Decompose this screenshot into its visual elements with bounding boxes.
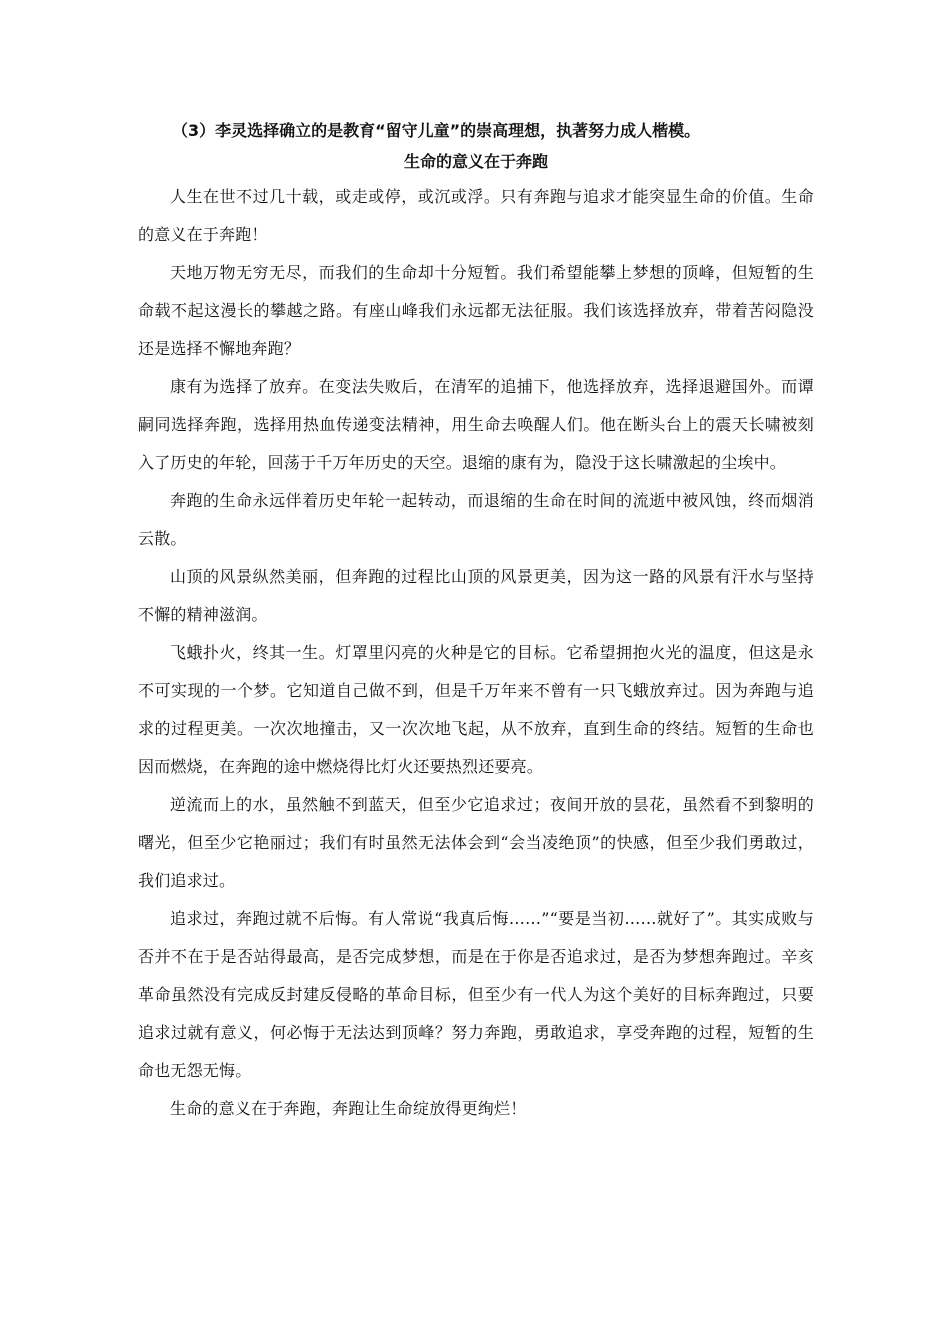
paragraph: 生命的意义在于奔跑，奔跑让生命绽放得更绚烂！ [170,1099,527,1118]
paragraph: 山顶的风景纵然美丽，但奔跑的过程比山顶的风景更美，因为这一路的风景有汗水与坚持不懈的精神滋润。 [138,567,814,624]
paragraph: 追求过，奔跑过就不后悔。有人常说“我真后悔……”“要是当初……就好了”。其实成败与否并不在于是否站得最高，是否完成梦想，而是在于你是否追求过，是否为梦想奔跑过。辛亥革命虽然没有完成反封建反侵略的革命目标，但至少有一代人为这个美好的目标奔跑过，只要追求过就有意义，何必悔于无法达到顶峰？努力奔跑，勇敢追求，享受奔跑的过程，短暂的生命也无怨无悔。 [138,909,814,1080]
paragraph: 飞蛾扑火，终其一生。灯罩里闪亮的火种是它的目标。它希望拥抱火光的温度，但这是永不可实现的一个梦。它知道自己做不到，但是千万年来不曾有一只飞蛾放弃过。因为奔跑与追求的过程更美。一次次地撞击，又一次次地飞起，从不放弃，直到生命的终结。短暂的生命也因而燃烧，在奔跑的途中燃烧得比灯火还要热烈还要亮。 [138,643,814,776]
section-heading: （3）李灵选择确立的是教育“留守儿童”的崇高理想，执著努力成人楷模。 [172,121,701,140]
essay-title: 生命的意义在于奔跑 [403,152,548,171]
paragraph: 逆流而上的水，虽然触不到蓝天，但至少它追求过；夜间开放的昙花，虽然看不到黎明的曙光，但至少它艳丽过；我们有时虽然无法体会到“会当凌绝顶”的快感，但至少我们勇敢过，我们追求过。 [138,795,814,890]
paragraph: 天地万物无穷无尽，而我们的生命却十分短暂。我们希望能攀上梦想的顶峰，但短暂的生命载不起这漫长的攀越之路。有座山峰我们永远都无法征服。我们该选择放弃，带着苦闷隐没还是选择不懈地奔跑？ [138,263,814,358]
document-page [138,118,814,1128]
paragraph: 康有为选择了放弃。在变法失败后，在清军的追捕下，他选择放弃，选择退避国外。而谭嗣同选择奔跑，选择用热血传递变法精神，用生命去唤醒人们。他在断头台上的震天长啸被刻入了历史的年轮，回荡于千万年历史的天空。退缩的康有为，隐没于这长啸激起的尘埃中。 [138,377,814,472]
paragraph: 人生在世不过几十载，或走或停，或沉或浮。只有奔跑与追求才能突显生命的价值。生命的意义在于奔跑！ [138,187,814,244]
paragraph: 奔跑的生命永远伴着历史年轮一起转动，而退缩的生命在时间的流逝中被风蚀，终而烟消云散。 [138,491,814,548]
